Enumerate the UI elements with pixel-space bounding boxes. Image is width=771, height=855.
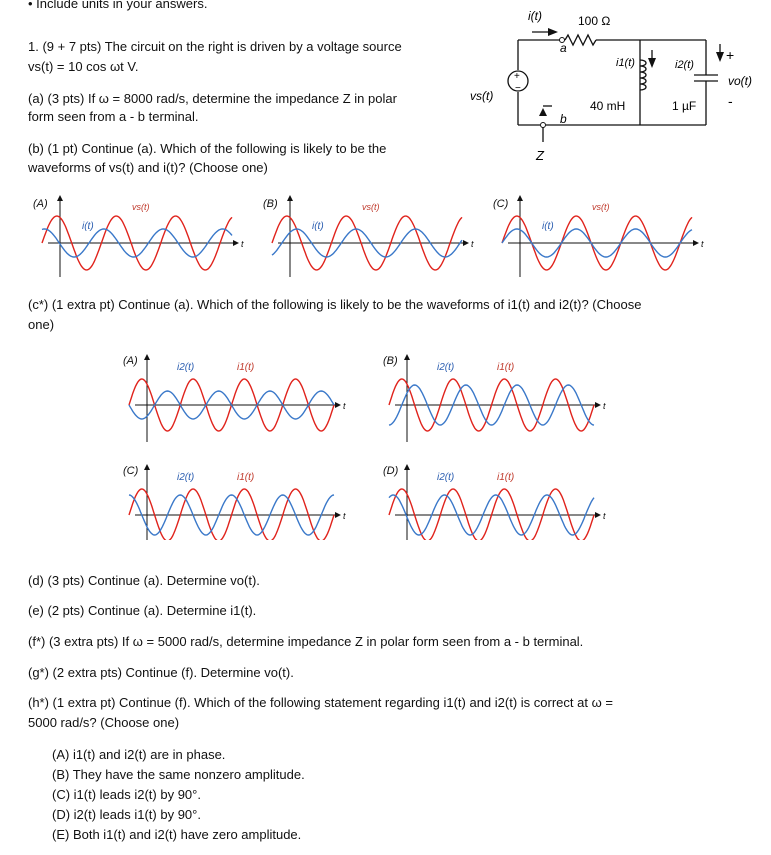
c-opt-3-t-label: t: [603, 511, 606, 521]
b-opt-1-t-arrow: [463, 240, 469, 246]
b-opt-1-i-label: i(t): [312, 221, 324, 232]
c-opt-0-i2-label: i2(t): [177, 362, 195, 373]
b-opt-2-y-arrow: [517, 195, 523, 201]
source-plus: +: [514, 71, 520, 82]
b-opt-1-label: (B): [263, 198, 278, 210]
c-opt-0-i1-label: i1(t): [237, 362, 255, 373]
part-g: (g*) (2 extra pts) Continue (f). Determine vo(t).: [28, 665, 294, 680]
vo-plus: +: [726, 47, 735, 63]
b-opt-0-t-arrow: [233, 240, 239, 246]
source-minus: −: [515, 83, 521, 94]
c-opt-3-label: (D): [383, 465, 399, 477]
c-opt-1-i1-label: i1(t): [497, 362, 515, 373]
part-e: (e) (2 pts) Continue (a). Determine i1(t).: [28, 603, 257, 618]
b-opt-0-v-label: vs(t): [132, 202, 150, 212]
c-opt-2-t-arrow: [335, 512, 341, 518]
b-opt-2-v-label: vs(t): [592, 202, 610, 212]
vo-label: vo(t): [728, 74, 752, 88]
circuit-i-label: i(t): [528, 9, 542, 23]
c-opt-0-label: (A): [123, 355, 138, 367]
part-f: (f*) (3 extra pts) If ω = 5000 rad/s, determine impedance Z in polar form seen from a - b terminal.: [28, 634, 584, 649]
instruction-text: Include units in your answers.: [36, 0, 208, 11]
part-a-line-1: (a) (3 pts) If ω = 8000 rad/s, determine the impedance Z in polar: [28, 91, 397, 106]
b-opt-2-t-arrow: [693, 240, 699, 246]
c-opt-2-t-label: t: [343, 511, 346, 521]
c-opt-1-t-label: t: [603, 401, 606, 411]
part-c-line-2: one): [28, 317, 55, 332]
z-label: Z: [536, 148, 544, 163]
part-d: (d) (3 pts) Continue (a). Determine vo(t).: [28, 573, 260, 588]
c-opt-2-y-arrow: [144, 464, 150, 470]
z-arrow-head: [539, 108, 547, 116]
part-h-choice-c: (C) i1(t) leads i2(t) by 90°.: [52, 787, 201, 802]
b-opt-2-t-label: t: [701, 239, 704, 249]
resistor-symbol: [565, 35, 596, 45]
c-opt-3-y-arrow: [404, 464, 410, 470]
part-c-waveforms: [115, 350, 635, 540]
b-opt-0-i-label: i(t): [82, 221, 94, 232]
capacitor-label: 1 µF: [672, 99, 697, 113]
problem-line-2: vs(t) = 10 cos ωt V.: [28, 59, 139, 74]
c-opt-3-i1-label: i1(t): [497, 472, 515, 483]
c-opt-1-t-arrow: [595, 402, 601, 408]
b-opt-0-y-arrow: [57, 195, 63, 201]
b-opt-2-label: (C): [493, 198, 509, 210]
part-h-choice-b: (B) They have the same nonzero amplitude.: [52, 767, 305, 782]
part-h-choice-d: (D) i2(t) leads i1(t) by 90°.: [52, 807, 201, 822]
problem-line-1: 1. (9 + 7 pts) The circuit on the right is driven by a voltage source: [28, 39, 402, 54]
b-opt-0-t-label: t: [241, 239, 244, 249]
i2-label: i2(t): [675, 59, 694, 71]
c-opt-0-y-arrow: [144, 354, 150, 360]
instruction-bullet: • Include units in your answers.: [28, 0, 207, 13]
b-opt-1-v-label: vs(t): [362, 202, 380, 212]
vo-minus: -: [728, 93, 733, 109]
b-opt-0-label: (A): [33, 198, 48, 210]
c-opt-2-i1-label: i1(t): [237, 472, 255, 483]
b-opt-1-y-arrow: [287, 195, 293, 201]
inductor-label: 40 mH: [590, 99, 626, 113]
b-opt-1-t-label: t: [471, 239, 474, 249]
c-opt-1-i2-label: i2(t): [437, 362, 455, 373]
b-opt-2-i-label: i(t): [542, 221, 554, 232]
terminal-b: [541, 123, 546, 128]
resistor-label: 100 Ω: [578, 14, 611, 28]
part-b-line-2: waveforms of vs(t) and i(t)? (Choose one): [28, 160, 268, 175]
source-label: vs(t): [470, 89, 494, 103]
c-opt-2-i2-label: i2(t): [177, 472, 195, 483]
node-a-label: a: [560, 41, 567, 55]
part-h-choice-a: (A) i1(t) and i2(t) are in phase.: [52, 747, 226, 762]
part-h-line-1: (h*) (1 extra pt) Continue (f). Which of the following statement regarding i1(t) and i2(t) is correct at ω =: [28, 695, 613, 710]
c-opt-3-i2-label: i2(t): [437, 472, 455, 483]
node-b-label: b: [560, 112, 567, 126]
c-opt-2-label: (C): [123, 465, 139, 477]
c-opt-3-t-arrow: [595, 512, 601, 518]
part-c-line-1: (c*) (1 extra pt) Continue (a). Which of the following is likely to be the waveforms of i1(t) and i2(t)? (Choose: [28, 297, 642, 312]
c-opt-1-label: (B): [383, 355, 398, 367]
part-b-waveforms: [28, 195, 748, 280]
part-a-line-2: form seen from a - b terminal.: [28, 109, 199, 124]
circuit-diagram: [470, 0, 770, 170]
part-b-line-1: (b) (1 pt) Continue (a). Which of the following is likely to be the: [28, 141, 387, 156]
i1-label: i1(t): [616, 57, 635, 69]
c-opt-1-y-arrow: [404, 354, 410, 360]
part-h-line-2: 5000 rad/s? (Choose one): [28, 715, 180, 730]
part-h-choice-e: (E) Both i1(t) and i2(t) have zero amplitude.: [52, 827, 302, 842]
c-opt-0-t-arrow: [335, 402, 341, 408]
inductor-symbol: [640, 60, 646, 90]
c-opt-0-t-label: t: [343, 401, 346, 411]
